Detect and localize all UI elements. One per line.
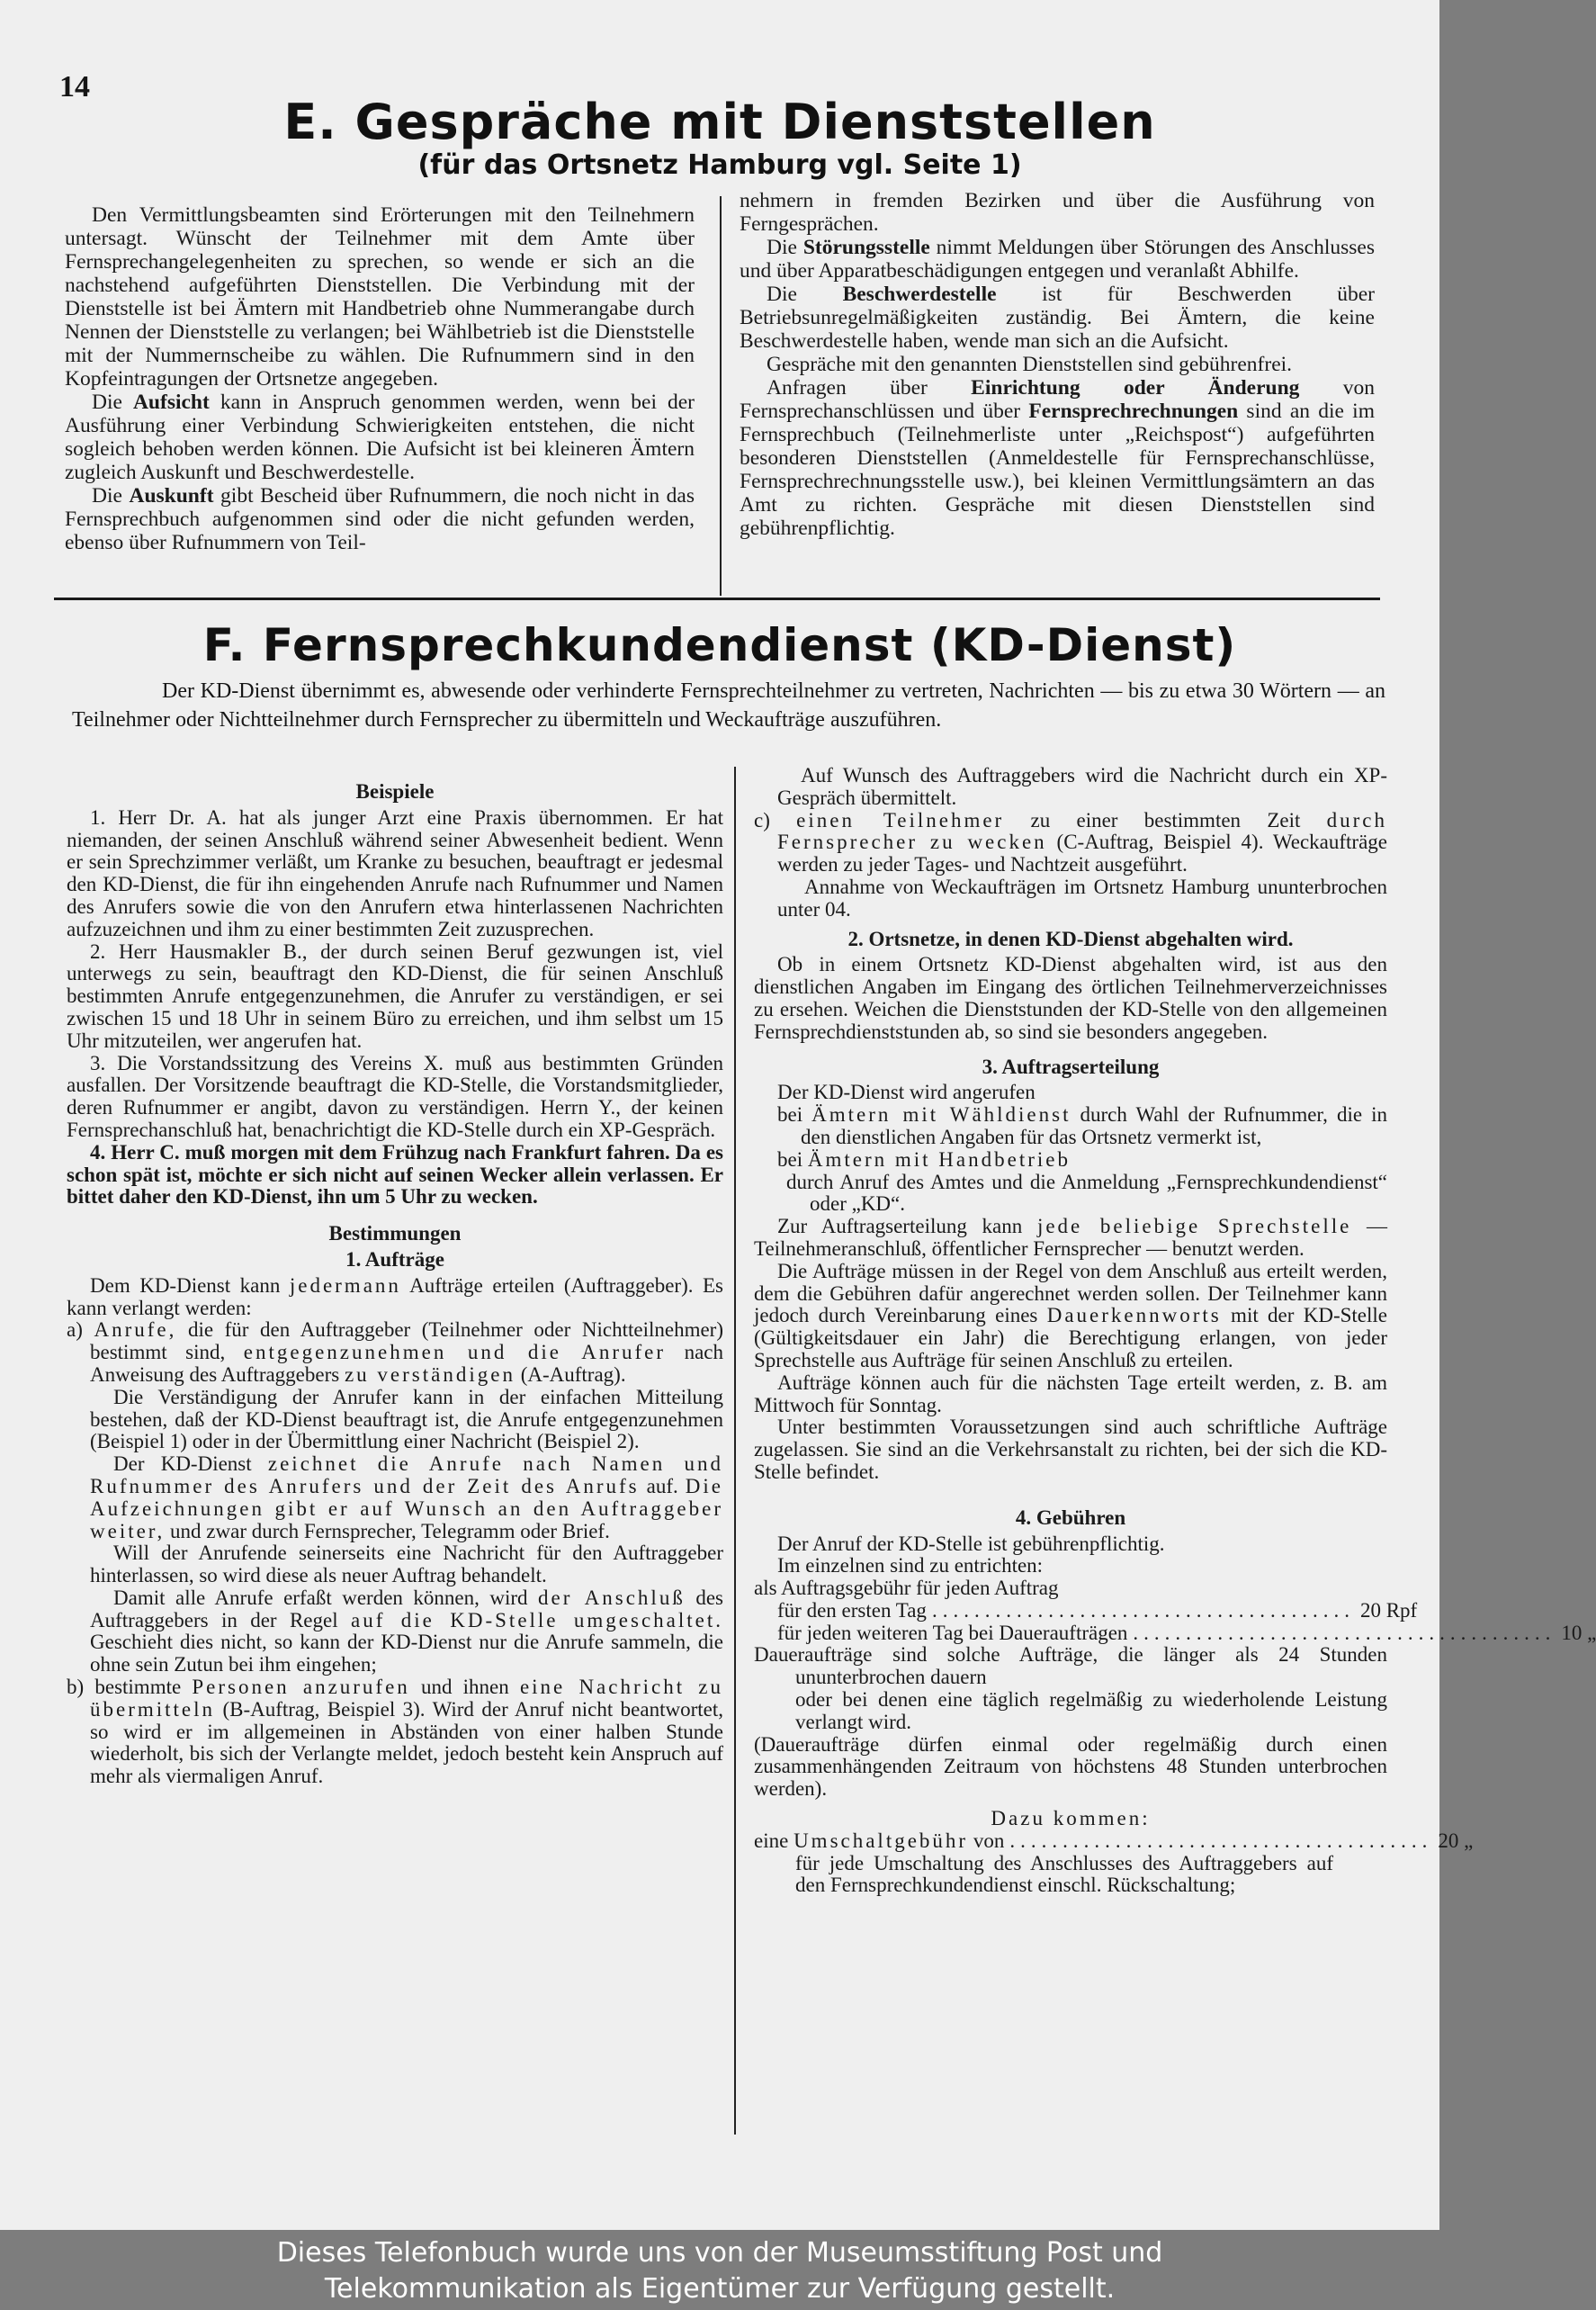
item-a: a) Anrufe, die für den Auftraggeber (Teilnehmer oder Nichtteilnehmer) bestimmt sind, entgegenzunehmen und die Anrufer nach Anweisung des Auftraggebers zu verständigen (A-Auftrag). [67,1318,723,1386]
heading-gebuehren: 4. Gebühren [1015,1506,1126,1529]
paragraph: als Auftragsgebühr für jeden Auftrag [754,1577,1059,1600]
term-aufsicht: Aufsicht [132,391,210,414]
paragraph: für jede Umschaltung des Anschlusses des Auftraggebers auf den Fernsprechkundendienst einschl. Rückschaltung; [795,1851,1333,1897]
paragraph: Die Verständigung der Anrufer kann in der einfachen Mitteilung bestehen, daß der KD-Dienst beauftragt ist, die Anrufe entgegenzunehmen (Beispiel 1) oder in der Übermittlung einer Nachricht (Beispiel 2). [90,1385,723,1453]
paragraph: Damit alle Anrufe erfaßt werden können, wird der Anschluß des Auftraggebers in der Regel auf die KD-Stelle umgeschaltet. Geschieht dies nicht, so kann der KD-Dienst nur die Anrufe sammeln, die ohne sein Zutun bei ihm eingehen; [90,1586,723,1676]
section-f-intro: Der KD-Dienst übernimmt es, abwesende oder verhinderte Fernsprechteilnehmer zu vertreten, Nachrichten — bis zu etwa 30 Wörtern — an Teilnehmer oder Nichtteilnehmer durch Fernsprecher zu übermitteln und Weckaufträge auszuführen. [72,679,1385,732]
paragraph: Dem KD-Dienst kann jedermann Aufträge erteilen (Auftraggeber). Es kann verlangt werden: [67,1273,723,1319]
fee-row-further-days: für jeden weiteren Tag bei Daueraufträgen ........................................ 10 „ [777,1621,1596,1644]
section-f-right-column [754,764,1596,1897]
term-auskunft: Auskunft [129,484,214,508]
fee-amount: 20 Rpf [1359,1598,1418,1622]
paragraph: Zur Auftragserteilung kann jede beliebige Sprechstelle — Teilnehmeranschluß, öffentlicher Fernsprecher — benutzt werden. [754,1215,1388,1260]
leader-dots: ........................................ [1133,1621,1556,1644]
fee-row-umschaltgebuehr: eine Umschaltgebühr von ........................................ 20 „ [754,1829,1474,1852]
column-divider [720,196,722,596]
paragraph: Die Aufträge müssen in der Regel von dem Anschluß aus erteilt werden, dem die Gebühren dafür angerechnet werden sollen. Der Teilnehmer kann jedoch durch Vereinbarung eines Dauerkennworts mit der KD-Stelle (Gültigkeitsdauer ein Jahr) die Berechtigung erlangen, von jeder Sprechstelle aus Aufträge für seinen Anschluß zu erteilen. [754,1259,1388,1371]
fee-amount: 20 „ [1438,1829,1474,1852]
paragraph: oder bei denen eine täglich regelmäßig zu wiederholende Leistung verlangt wird. [795,1688,1387,1733]
section-e-title: E. Gespräche mit Dienststellen [283,94,1156,150]
heading-auftragserteilung: 3. Auftragserteilung [982,1055,1160,1078]
heading-ortsnetze: 2. Ortsnetze, in denen KD-Dienst abgehalten wird. [847,927,1294,950]
leader-dots: ........................................ [931,1598,1355,1622]
example-1: 1. Herr Dr. A. hat als junger Arzt eine Praxis übernommen. Er hat niemanden, der seinen Anschluß während seiner Abwesenheit bedient. Wenn er sein Sprechzimmer verläßt, um Kranke zu besuchen, beauftragt er jedesmal den KD-Dienst, die für ihn eingehenden Anrufe nach Rufnummer und Namen des Anrufers sowie die von den Anrufern etwa hinterlassenen Nachrichten aufzuzeichnen und ihm zu einer bestimmten Zeit zuzusprechen. [67,805,723,940]
paragraph: Aufträge können auch für die nächsten Tage erteilt werden, z. B. am Mittwoch für Sonntag. [754,1371,1387,1416]
paragraph: Daueraufträge sind solche Aufträge, die länger als 24 Stunden ununterbrochen dauern [754,1643,1387,1689]
section-divider [54,598,1380,600]
footer-attribution [0,2230,1439,2310]
paragraph: Den Vermittlungsbeamten sind Erörterungen mit den Teilnehmern untersagt. Wünscht der Teilnehmer mit dem Amte über Fernsprechangelegenheiten zu sprechen, so wende er sich an die nachstehend aufgeführten Dienststellen. Die Verbindung mit der Dienststelle ist bei Ämtern mit Handbetrieb ohne Nummerangabe durch Nennen der Dienststelle zu verlangen; bei Wählbetrieb ist die Dienststelle mit der Nummernscheibe zu wählen. Die Rufnummern sind in den Kopfeintragungen der Ortsnetze angegeben. [65,203,695,391]
paragraph: Annahme von Weckaufträgen im Ortsnetz Hamburg ununterbrochen unter 04. [777,875,1387,921]
heading-beispiele: Beispiele [355,780,435,803]
item-c: c) einen Teilnehmer zu einer bestimmten Zeit durch Fernsprecher zu wecken (C-Auftrag, Beispiel 4). Weckaufträge werden zu jeder Tages- und Nachtzeit ausgeführt. [754,808,1388,876]
paragraph: Auf Wunsch des Auftraggebers wird die Nachricht durch ein XP-Gespräch übermittelt. [777,764,1387,809]
fee-row-first-day: für den ersten Tag ........................................ 20 Rpf [777,1598,1418,1622]
section-f-left-column [67,776,723,1788]
paragraph: Die Störungsstelle nimmt Meldungen über Störungen des Anschlusses und über Apparatbeschädigungen entgegen und veranlaßt Abhilfe. [740,236,1376,283]
example-2: 2. Herr Hausmakler B., der durch seinen Beruf gezwungen ist, viel unterwegs zu sein, beauftragt den KD-Dienst, die für seinen Anschluß bestimmten Anrufe entgegenzunehmen, die Anrufer zu verständigen, er sei zwischen 15 und 18 Uhr in seinem Büro zu erreichen, und ihm selbst um 15 Uhr mitzuteilen, wer angerufen hat. [67,939,723,1052]
paragraph: Die Beschwerdestelle ist für Beschwerden über Betriebsunregelmäßigkeiten zuständig. Bei Ämtern, die keine Beschwerdestelle haben, wende man sich an die Aufsicht. [740,283,1375,353]
paragraph: Unter bestimmten Voraussetzungen sind auch schriftliche Aufträge zugelassen. Sie sind an die Verkehrsanstalt zu richten, bei der sich die KD-Stelle befindet. [754,1416,1387,1483]
footer-line-2: Telekommunikation als Eigentümer zur Verfügung gestellt. [324,2273,1116,2305]
dazu-kommen: Dazu kommen: [991,1807,1151,1830]
column-divider [734,767,736,2135]
section-e-left-column [65,203,695,554]
section-e-right-column [740,189,1375,540]
example-4: 4. Herr C. muß morgen mit dem Frühzug nach Frankfurt fahren. Da es schon spät ist, möchte er sich nicht auf seinen Wecker allein verlassen. Er bittet daher den KD-Dienst, ihn um 5 Uhr zu wecken. [67,1140,723,1209]
leader-dots: ........................................ [1009,1829,1433,1852]
heading-auftraege: 1. Aufträge [345,1247,444,1271]
paragraph: Der KD-Dienst wird angerufen [777,1081,1036,1104]
paragraph: bei Ämtern mit Handbetrieb [777,1147,1071,1171]
heading-bestimmungen: Bestimmungen [328,1222,462,1245]
example-3: 3. Die Vorstandssitzung des Vereins X. muß aus bestimmten Gründen ausfallen. Der Vorsitzende beauftragt die KD-Stelle, die Vorstandsmitglieder, deren Rufnummer er angibt, davon zu verständigen. Herrn Y., der keinen Fernsprechanschluß hat, benachrichtigt die KD-Stelle durch ein XP-Gespräch. [67,1051,723,1141]
paragraph: durch Anruf des Amtes und die Anmeldung „Fernsprechkundendienst“ oder „KD“. [786,1170,1387,1216]
page-number: 14 [59,70,90,103]
term-stoerungsstelle: Störungsstelle [802,236,930,259]
paragraph: nehmern in fremden Bezirken und über die Ausführung von Ferngesprächen. [740,189,1375,236]
fee-amount: 10 „ [1561,1621,1596,1644]
item-b: b) bestimmte Personen anzurufen und ihnen eine Nachricht zu übermitteln (B-Auftrag, Beispiel 3). Wird der Anruf nicht beantwortet, so wird er im allgemeinen in Abständen von einer halben Stunde wiederholt, bis sich der Verlangte meldet, jedoch besteht kein Anspruch auf mehr als viermaligen Anruf. [67,1676,723,1788]
paragraph: Die Auskunft gibt Bescheid über Rufnummern, die noch nicht in das Fernsprechbuch aufgenommen sind oder die nicht gefunden werden, ebenso über Rufnummern von Teil- [65,484,695,554]
paragraph: Die Aufsicht kann in Anspruch genommen werden, wenn bei der Ausführung einer Verbindung Schwierigkeiten entstehen, die nicht sogleich behoben werden können. Die Aufsicht ist bei kleineren Ämtern zugleich Auskunft und Beschwerdestelle. [65,391,695,484]
paragraph: bei Ämtern mit Wähldienst durch Wahl der Rufnummer, die in den dienstlichen Angaben für das Ortsnetz vermerkt ist, [777,1103,1387,1148]
paragraph: (Daueraufträge dürfen einmal oder regelmäßig durch einen zusammenhängenden Zeitraum von höchstens 48 Stunden unterbrochen werden). [754,1732,1387,1801]
term-beschwerdestelle: Beschwerdestelle [842,283,997,306]
section-e-subtitle: (für das Ortsnetz Hamburg vgl. Seite 1) [417,149,1022,181]
section-f-title: F. Fernsprechkundendienst (KD-Dienst) [202,619,1237,671]
paragraph: Der Anruf der KD-Stelle ist gebührenpflichtig. [777,1532,1165,1555]
footer-line-1: Dieses Telefonbuch wurde uns von der Museumsstiftung Post und [276,2237,1163,2269]
paragraph: Der KD-Dienst zeichnet die Anrufe nach Namen und Rufnummer des Anrufers und der Zeit des Anrufs auf. Die Aufzeichnungen gibt er auf Wunsch an den Auftraggeber weiter, und zwar durch Fernsprecher, Telegramm oder Brief. [90,1452,723,1542]
paragraph: Gespräche mit den genannten Dienststellen sind gebührenfrei. [767,353,1293,376]
paragraph: Im einzelnen sind zu entrichten: [777,1554,1044,1577]
paragraph: Anfragen über Einrichtung oder Änderung von Fernsprechanschlüssen und über Fernsprechrechnungen sind an die im Fernsprechbuch (Teilnehmerliste unter „Reichspost“) aufgeführten besonderen Dienststellen (Anmeldestelle für Fernsprechanschlüsse, Fernsprechrechnungsstelle usw.), bei kleinen Vermittlungsämtern an das Amt zu richten. Gespräche mit diesen Dienststellen sind gebührenpflichtig. [740,376,1375,540]
paragraph: Will der Anrufende seinerseits eine Nachricht für den Auftraggeber hinterlassen, so wird diese als neuer Auftrag behandelt. [90,1541,723,1587]
paragraph: Ob in einem Ortsnetz KD-Dienst abgehalten wird, ist aus den dienstlichen Angaben im Eingang des örtlichen Teilnehmerverzeichnisses zu ersehen. Weichen die Dienststunden der KD-Stelle von den allgemeinen Fernsprechdienststunden ab, so sind sie besonders angegeben. [754,953,1387,1043]
